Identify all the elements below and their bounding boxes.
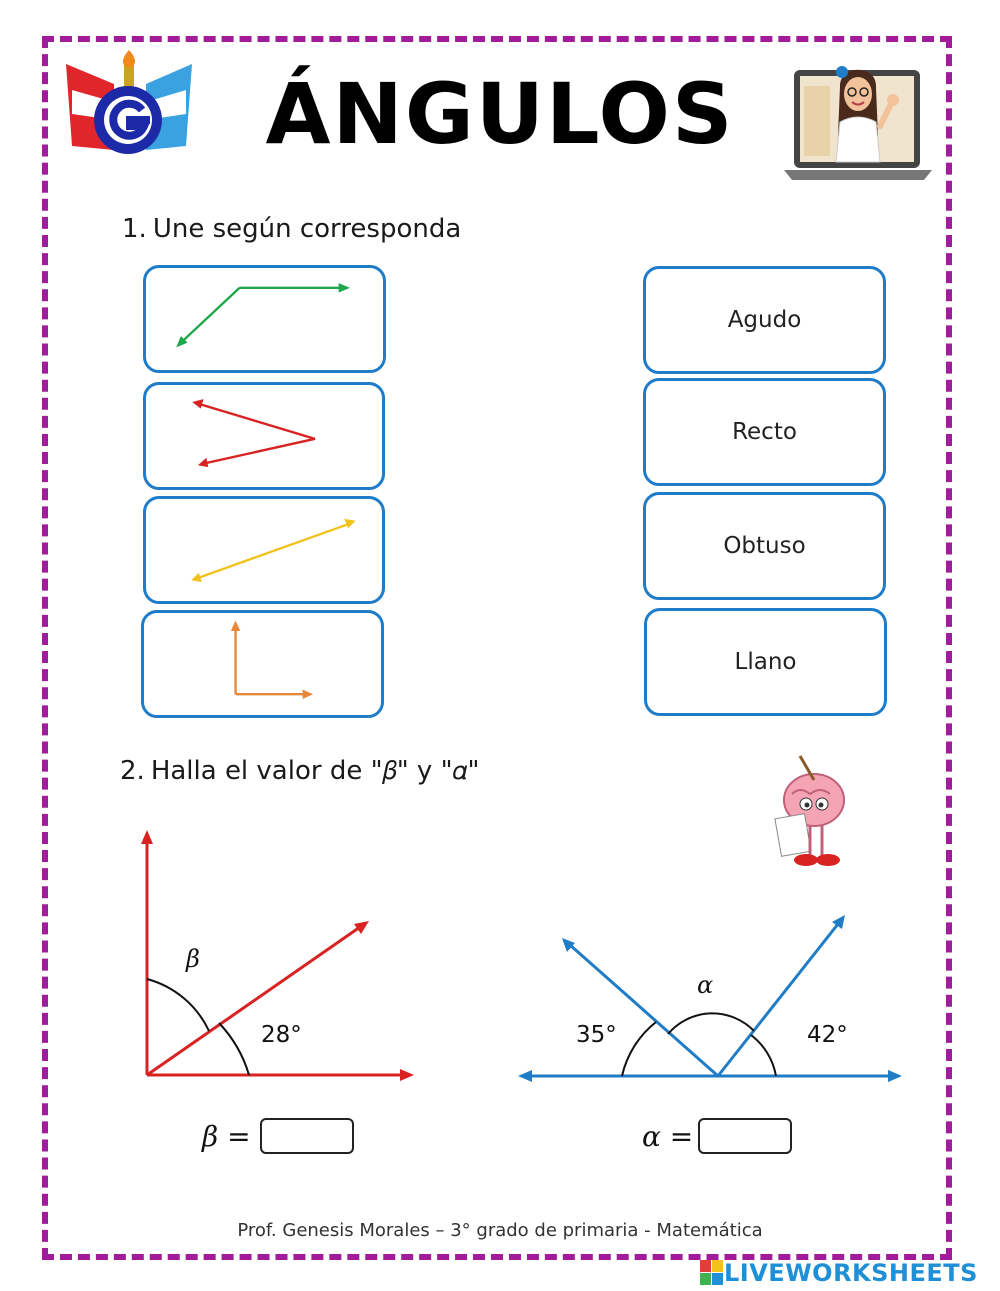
liveworksheets-brand: LIVEWORKSHEETS xyxy=(724,1259,978,1287)
alpha-left-angle: 35° xyxy=(576,1022,617,1048)
question-2-text: Halla el valor de "𝛽" y "𝛼" xyxy=(150,756,480,786)
question-1-text: Une según corresponda xyxy=(152,214,462,244)
alpha-answer-input[interactable] xyxy=(698,1118,792,1154)
beta-equation: 𝛽 = xyxy=(202,1120,251,1153)
question-1-number: 1. xyxy=(122,214,147,244)
angle-card-right[interactable] xyxy=(141,610,384,718)
acute-angle-figure xyxy=(146,385,382,487)
liveworksheets-logo[interactable] xyxy=(700,1258,978,1288)
name-card-recto[interactable] xyxy=(643,378,886,486)
name-card-llano[interactable] xyxy=(644,608,887,716)
name-card-obtuso[interactable] xyxy=(643,492,886,600)
alpha-right-angle: 42° xyxy=(807,1022,848,1048)
name-card-label: Obtuso xyxy=(723,533,806,559)
name-card-label: Agudo xyxy=(727,307,802,333)
alpha-angle-figure xyxy=(510,900,910,1100)
brain-mascot-icon xyxy=(770,750,850,880)
obtuse-angle-figure xyxy=(146,268,383,370)
beta-symbol-label: 𝛽 xyxy=(186,945,200,973)
alpha-symbol-label: 𝛼 xyxy=(697,971,714,999)
liveworksheets-icon xyxy=(700,1260,724,1286)
straight-angle-figure xyxy=(146,499,382,601)
question-2-number: 2. xyxy=(120,756,145,786)
question-1-title xyxy=(122,214,461,244)
footer-credit: Prof. Genesis Morales – 3° grado de primaria - Matemática xyxy=(237,1220,763,1241)
beta-answer-input[interactable] xyxy=(260,1118,354,1154)
alpha-equation: 𝛼 = xyxy=(642,1120,694,1153)
teacher-avatar-laptop xyxy=(780,46,936,186)
angle-card-obtuse[interactable] xyxy=(143,265,386,373)
page-title: ÁNGULOS xyxy=(265,65,735,163)
name-card-label: Llano xyxy=(734,649,797,675)
right-angle-figure xyxy=(144,613,381,715)
angle-card-acute[interactable] xyxy=(143,382,385,490)
angle-card-straight[interactable] xyxy=(143,496,385,604)
beta-angle-figure xyxy=(120,820,430,1100)
beta-given-angle: 28° xyxy=(261,1022,302,1048)
question-2-title xyxy=(120,756,480,787)
name-card-label: Recto xyxy=(732,419,797,445)
name-card-agudo[interactable] xyxy=(643,266,886,374)
